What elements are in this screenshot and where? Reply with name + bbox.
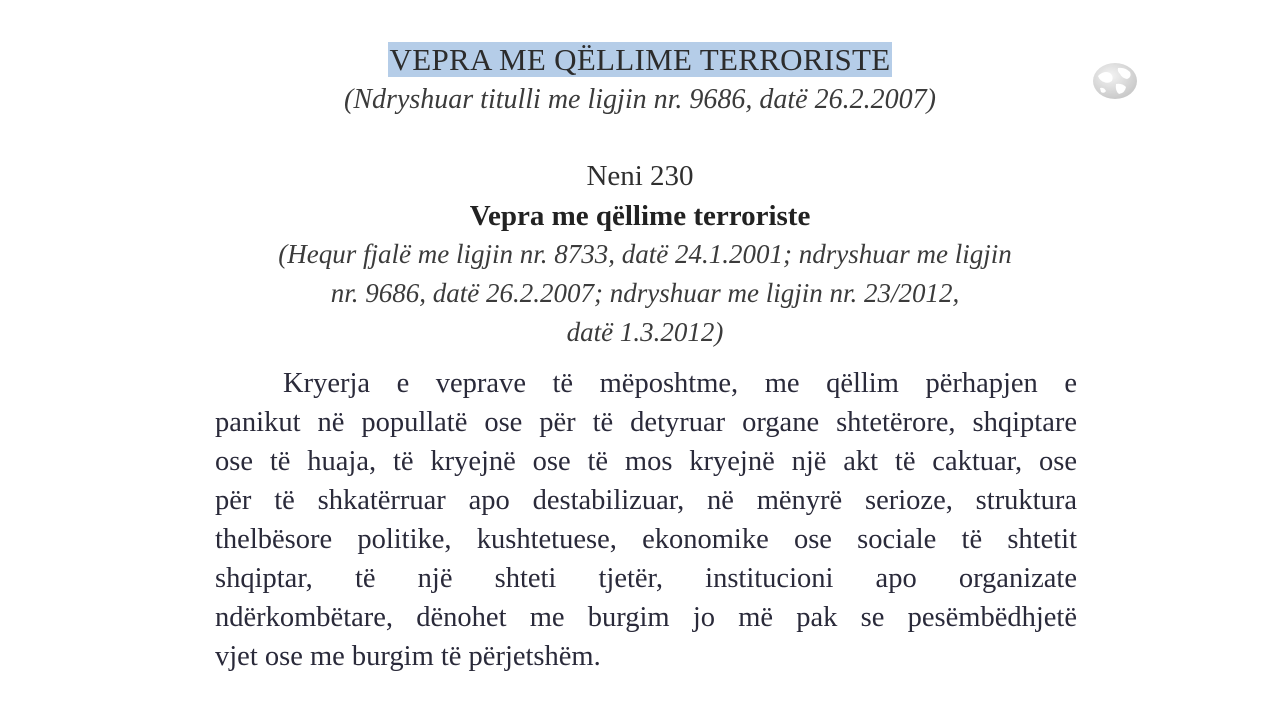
body-line: thelbësore politike, kushtetuese, ekonomike ose sociale të shtetit xyxy=(215,524,1077,555)
section-title[interactable]: VEPRA ME QËLLIME TERRORISTE xyxy=(389,42,891,77)
body-line: për të shkatërruar apo destabilizuar, në mënyrë serioze, struktura xyxy=(215,485,1077,516)
article-number: Neni 230 xyxy=(586,160,694,192)
section-title-row xyxy=(0,40,1280,80)
section-amendment-note: (Ndryshuar titulli me ligjin nr. 9686, datë 26.2.2007) xyxy=(344,84,936,115)
article-note-line: nr. 9686, datë 26.2.2007; ndryshuar me ligjin nr. 23/2012, xyxy=(330,278,960,308)
body-line: vjet ose me burgim të përjetshëm. xyxy=(215,641,601,672)
globe-icon xyxy=(1092,62,1138,100)
body-line: panikut në popullatë ose për të detyruar organe shtetërore, shqiptare xyxy=(215,407,1077,438)
article-body xyxy=(215,364,1077,676)
article-note-line: datë 1.3.2012) xyxy=(566,317,724,347)
article-title: Vepra me qëllime terroriste xyxy=(469,200,811,232)
body-line: ndërkombëtare, dënohet me burgim jo më pak se pesëmbëdhjetë xyxy=(215,602,1077,633)
body-line: Kryerja e veprave të mëposhtme, me qëllim përhapjen e xyxy=(283,368,1077,399)
body-line: ose të huaja, të kryejnë ose të mos kryejnë një akt të caktuar, ose xyxy=(215,446,1077,477)
article-amendment-note xyxy=(230,235,1060,352)
body-line: shqiptar, të një shteti tjetër, institucioni apo organizate xyxy=(215,563,1077,594)
article-note-line: (Hequr fjalë me ligjin nr. 8733, datë 24.1.2001; ndryshuar me ligjin xyxy=(278,239,1012,269)
